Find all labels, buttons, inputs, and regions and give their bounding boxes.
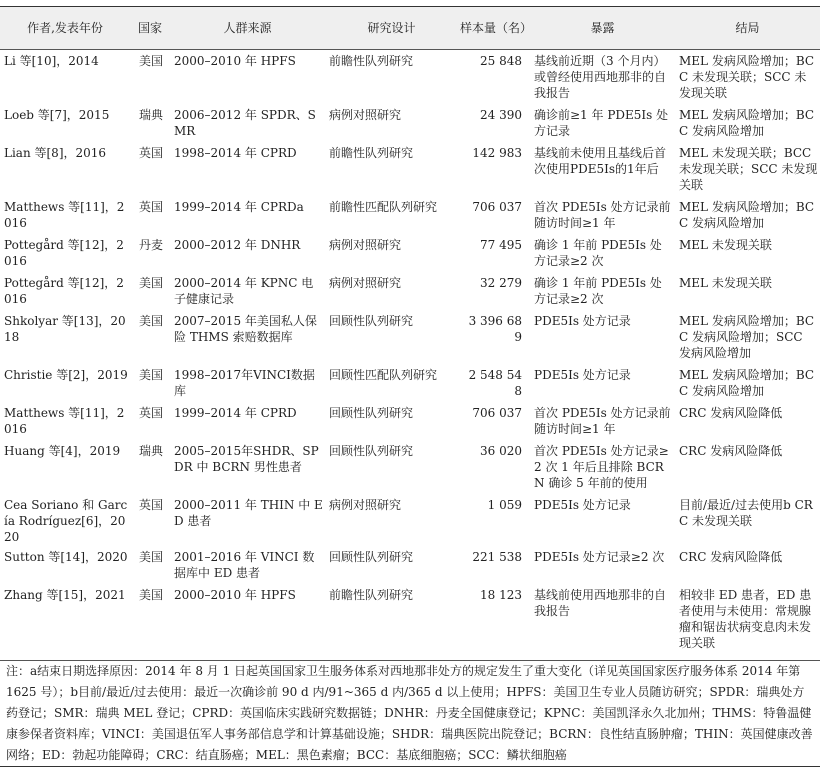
- cell-exposure: PDE5Is 处方记录≥2 次: [534, 549, 665, 564]
- table-row: [0, 50, 820, 104]
- cell-n: 3 396 689: [468, 313, 522, 344]
- cell-design: 前瞻性队列研究: [329, 587, 414, 602]
- cell-outcome: MEL 发病风险增加；BCC 未发现关联；SCC 未发现关联: [679, 54, 815, 100]
- cell-exposure: PDE5Is 处方记录: [534, 313, 631, 328]
- table-row: [0, 546, 820, 584]
- table-row: [0, 440, 820, 494]
- cell-design: 病例对照研究: [329, 237, 402, 252]
- cell-country: 美国: [138, 549, 163, 564]
- cell-exposure: 基线前使用西地那非的自我报告: [534, 587, 667, 618]
- cell-exposure: 首次 PDE5Is 处方记录前随访时间≥1 年: [534, 199, 671, 230]
- cell-country: 英国: [138, 145, 163, 160]
- table-row: [0, 402, 820, 440]
- cell-n: 221 538: [472, 549, 522, 564]
- cell-design: 病例对照研究: [329, 497, 402, 512]
- cell-country: 丹麦: [138, 237, 163, 252]
- table-row: [0, 104, 820, 142]
- cell-n: 32 279: [480, 275, 522, 290]
- cell-author: Sutton 等[14]，2020: [4, 549, 128, 564]
- cell-population: 2007–2015 年美国私人保险 THMS 索赔数据库: [174, 313, 317, 344]
- cell-design: 前瞻性匹配队列研究: [329, 199, 438, 214]
- header-design: 研究设计: [325, 7, 458, 50]
- cell-population: 2000–2012 年 DNHR: [174, 237, 301, 252]
- cell-exposure: 确诊 1 年前 PDE5Is 处方记录≥2 次: [534, 237, 662, 268]
- cell-outcome: MEL 未发现关联；BCC 未发现关联；SCC 未发现关联: [679, 145, 818, 192]
- cell-exposure: PDE5Is 处方记录: [534, 497, 631, 512]
- cell-country: 英国: [138, 497, 163, 512]
- cell-author: Pottegård 等[12]，2016: [4, 237, 124, 268]
- cell-outcome: MEL 未发现关联: [679, 275, 772, 290]
- cell-outcome: MEL 发病风险增加；BCC 发病风险增加；SCC 发病风险增加: [679, 313, 815, 360]
- cell-author: Pottegård 等[12]，2016: [4, 275, 124, 306]
- cell-outcome: MEL 未发现关联: [679, 237, 772, 252]
- cell-country: 瑞典: [138, 443, 163, 458]
- header-sample-size: 样本量（名）: [458, 7, 530, 50]
- cell-outcome: MEL 发病风险增加；BCC 发病风险增加: [679, 199, 815, 230]
- header-author: 作者,发表年份: [0, 7, 130, 50]
- cell-author: Christie 等[2]，2019: [4, 367, 128, 382]
- cell-outcome: 目前/最近/过去使用b CRC 未发现关联: [679, 497, 813, 528]
- cell-design: 回顾性队列研究: [329, 405, 414, 420]
- cell-country: 美国: [138, 275, 163, 290]
- cell-population: 1999–2014 年 CPRD: [174, 405, 297, 420]
- cell-country: 瑞典: [138, 107, 163, 122]
- header-outcome: 结局: [675, 7, 820, 50]
- table-footnote: 注：a结束日期选择原因：2014 年 8 月 1 日起英国国家卫生服务体系对西地那非处方的规定发生了重大变化（详见英国国家医疗服务体系 2014 年第 1625 号）；b目前/最近/过去使用：最近一次确诊前 90 d 内/91~365 d 内/365 d 以上使用；HPFS：美国卫生专业人员随访研究；SPDR：瑞典处方药登记；SMR：瑞典 MEL 登记；CPRD：英国临床实践研究数据链；DNHR：丹麦全国健康登记；KPNC：美国凯泽永久北加州；THMS：特鲁温健康参保者资料库；VINCI：美国退伍军人事务部信息学和计算基础设施；SHDR：瑞典医院出院登记；BCRN：良性结直肠肿瘤；THIN：英国健康改善网络；ED：勃起功能障碍；CRC：结直肠癌；MEL：黑色素瘤；BCC：基底细胞癌；SCC：鳞状细胞癌: [0, 660, 820, 767]
- cell-population: 1999–2014 年 CPRDa: [174, 199, 304, 214]
- cell-population: 2001–2016 年 VINCI 数据库中 ED 患者: [174, 549, 315, 580]
- cell-country: 英国: [138, 405, 163, 420]
- cell-author: Zhang 等[15]，2021: [4, 587, 126, 602]
- cell-author: Matthews 等[11]，2016: [4, 405, 125, 436]
- cell-author: Shkolyar 等[13]，2018: [4, 313, 126, 344]
- cell-population: 2000–2010 年 HPFS: [174, 587, 296, 602]
- cell-outcome: MEL 发病风险增加；BCC 发病风险增加: [679, 367, 815, 398]
- table-row: [0, 272, 820, 310]
- cell-outcome: CRC 发病风险降低: [679, 443, 783, 458]
- cell-outcome: CRC 发病风险降低: [679, 549, 783, 564]
- cell-author: Huang 等[4]，2019: [4, 443, 121, 458]
- cell-author: Matthews 等[11]，2016: [4, 199, 125, 230]
- table-row: [0, 196, 820, 234]
- cell-population: 2000–2014 年 KPNC 电子健康记录: [174, 275, 314, 306]
- cell-n: 706 037: [472, 199, 522, 214]
- cell-n: 142 983: [472, 145, 522, 160]
- cell-exposure: 基线前未使用且基线后首次使用PDE5Is的1年后: [534, 145, 667, 176]
- table-row: [0, 234, 820, 272]
- table-row: [0, 142, 820, 196]
- cell-design: 病例对照研究: [329, 275, 402, 290]
- table-row: [0, 364, 820, 402]
- cell-population: 2000–2011 年 THIN 中 ED 患者: [174, 497, 323, 528]
- cell-exposure: 首次 PDE5Is 处方记录前随访时间≥1 年: [534, 405, 671, 436]
- cell-population: 1998–2014 年 CPRD: [174, 145, 297, 160]
- cell-design: 回顾性队列研究: [329, 443, 414, 458]
- cell-outcome: 相较非 ED 患者，ED 患者使用与未使用：常规腺瘤和锯齿状病变息肉未发现关联: [679, 587, 812, 650]
- cell-country: 英国: [138, 199, 163, 214]
- cell-exposure: 确诊前≥1 年 PDE5Is 处方记录: [534, 107, 669, 138]
- header-population: 人群来源: [170, 7, 325, 50]
- cell-population: 1998–2017年VINCI数据库: [174, 367, 315, 398]
- cell-population: 2005–2015年SHDR、SPDR 中 BCRN 男性患者: [174, 443, 319, 474]
- cell-design: 回顾性队列研究: [329, 313, 414, 328]
- cell-exposure: 首次 PDE5Is 处方记录≥2 次 1 年后且排除 BCRN 确诊 5 年前的使用: [534, 443, 669, 490]
- cell-population: 2000–2010 年 HPFS: [174, 54, 296, 68]
- header-exposure: 暴露: [530, 7, 675, 50]
- cell-country: 美国: [138, 313, 163, 328]
- cell-design: 回顾性匹配队列研究: [329, 367, 438, 382]
- cell-author: Cea Soriano 和 García Rodríguez[6]，2020: [4, 497, 128, 544]
- cell-n: 25 848: [480, 54, 522, 68]
- cell-country: 美国: [138, 587, 163, 602]
- cell-n: 77 495: [480, 237, 522, 252]
- cell-design: 回顾性队列研究: [329, 549, 414, 564]
- header-country: 国家: [130, 7, 170, 50]
- table-body: [0, 50, 820, 652]
- cell-outcome: MEL 发病风险增加；BCC 发病风险增加: [679, 107, 815, 138]
- cell-author: Loeb 等[7]，2015: [4, 107, 110, 122]
- cell-outcome: CRC 发病风险降低: [679, 405, 783, 420]
- cell-author: Lian 等[8]，2016: [4, 145, 107, 160]
- cell-exposure: 确诊 1 年前 PDE5Is 处方记录≥2 次: [534, 275, 662, 306]
- cell-n: 36 020: [480, 443, 522, 458]
- study-table: [0, 6, 820, 652]
- cell-population: 2006–2012 年 SPDR、SMR: [174, 107, 316, 138]
- cell-country: 美国: [138, 367, 163, 382]
- table-row: [0, 494, 820, 546]
- table-row: [0, 584, 820, 652]
- cell-n: 18 123: [480, 587, 522, 602]
- cell-author: Li 等[10]，2014: [4, 54, 99, 68]
- cell-exposure: PDE5Is 处方记录: [534, 367, 631, 382]
- cell-country: 美国: [138, 54, 163, 68]
- cell-design: 前瞻性队列研究: [329, 145, 414, 160]
- cell-n: 706 037: [472, 405, 522, 420]
- cell-n: 2 548 548: [468, 367, 522, 398]
- cell-design: 病例对照研究: [329, 107, 402, 122]
- cell-n: 24 390: [480, 107, 522, 122]
- cell-design: 前瞻性队列研究: [329, 54, 414, 68]
- table-header: [0, 7, 820, 50]
- cell-exposure: 基线前近期（3 个月内）或曾经使用西地那非的自我报告: [534, 54, 667, 100]
- table-row: [0, 310, 820, 364]
- cell-n: 1 059: [487, 497, 522, 512]
